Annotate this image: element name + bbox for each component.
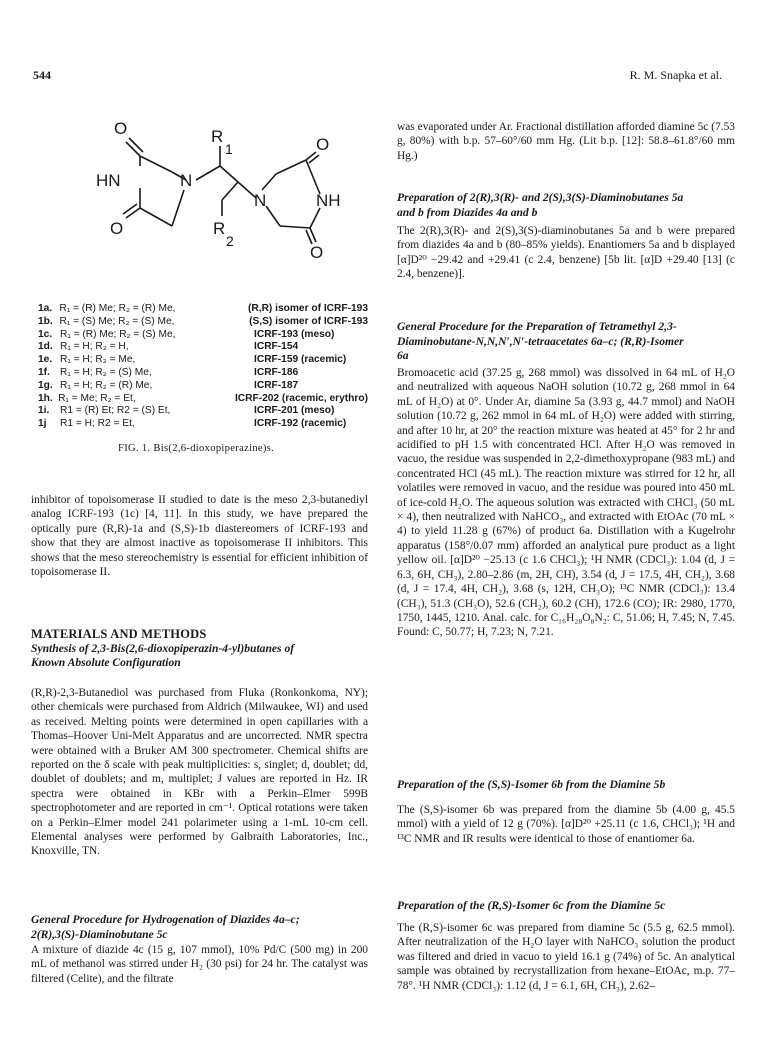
legend-row: 1d. R₁ = H; R₂ = H, ICRF-154 <box>38 341 299 353</box>
bond <box>276 160 306 174</box>
heading-6a: General Procedure for the Preparation of Tetramethyl 2,3-Diaminobutane-N,N,N′,N′-tetraacetates 6a–c; (R,R)-Isomer 6a <box>397 320 684 362</box>
atom-o: O <box>310 243 324 262</box>
legend-row: 1j R1 = H; R2 = Et, ICRF-192 (racemic) <box>38 418 347 430</box>
paragraph-6a: Bromoacetic acid (37.25 g, 268 mmol) was dissolved in 64 mL of H₂O and neutralized with aqueous NaOH solution (10.72 g, 268 mmol in 64 mL of H₂O) at 0°. Under Ar, diamine 5a (3.93 g, 44.7 mmol) and NaOH solution (10.72 g, 262 mmol in 64 mL of H₂O) were added with stirring, and after 10 hr, at 20° the reaction mixture was heated at 45° for 2 hr and acidified to pH 1.5 with concentrated HCl. After H₂O was removed in vacuo, the residue was suspended in 2,2-dimethoxypropane (983 mL) and concentrated HCl (45 mL). The reaction mixture was stirred for 12 hr, all volatiles were removed in vacuo, and the residue was poured into 450 mL of ice-cold H₂O. The aqueous solution was extracted with CHCl₃ (50 mL × 4), then neutralized with NaHCO₃, and extracted with EtOAc (70 mL × 4) to yield 11.28 g (67%) of product 6a. Distillation with a Kugelrohr apparatus (158°/0.07 mm) afforded an analytical pure product as a light yellow oil. [α]D²⁰ −25.13 (c 1.6 CHCl₃); ¹H NMR (CDCl₃): 1.04 (d, J = 6.3, 6H, CH₃), 2.80–2.86 (m, 2H, CH), 3.54 (d, J = 17.5, 4H, CH₂), 3.68 (d, J = 17.4, 4H, CH₂), 3.68 (s, 12H, CH₃O); ¹³C NMR (CDCl₃): 13.4 (CH₃), 51.3 (CH₃O), 52.6 (CH₂), 60.2 (CH), 172.6 (CO); IR: 2980, 1770, 1750, 1445, 1210. Anal. calc. for C₁₆H₂₈O₈N₂: C, 51.06; H, 7.45; N, 7.45. Found: C, 50.77; H, 7.23; N, 7.21. <box>397 367 735 639</box>
heading-6b: Preparation of the (S,S)-Isomer 6b from the Diamine 5b <box>397 778 666 791</box>
running-title: R. M. Snapka et al. <box>629 68 722 82</box>
legend-row: 1g. R₁ = H; R₂ = (R) Me, ICRF-187 <box>38 379 299 391</box>
page-number: 544 <box>33 68 51 82</box>
bond <box>262 174 276 190</box>
paragraph-5ab: The 2(R),3(R)- and 2(S),3(S)-diaminobutanes 5a and b were prepared from diazides 4a and b (80–85% yields). Enantiomers 5a and b displayed [α]D²⁰ −29.42 and +29.41 (c 2.4, benzene) [5b lit. [α]D +29.40 [13] (c 2.4, benzene)]. <box>397 225 735 281</box>
continuation-paragraph: was evaporated under Ar. Fractional distillation afforded diamine 5c (7.53 g, 80%) with b.p. 57–60°/60 mm Hg. (Lit b.p. [12]: 58.8–61.8°/60 mm Hg.) <box>397 121 735 162</box>
bond <box>266 206 280 226</box>
legend-row: 1h. R₁ = Me; R₂ = Et, ICRF-202 (racemic, erythro) <box>38 392 368 404</box>
section-title: MATERIALS AND METHODS <box>31 627 207 641</box>
bond <box>222 182 238 200</box>
substituent-r1: R <box>211 127 224 146</box>
heading-5ab: Preparation of 2(R),3(R)- and 2(S),3(S)-Diaminobutanes 5a and b from Diazides 4a and b <box>397 191 684 219</box>
substituent-r2-subscript: 2 <box>226 233 234 249</box>
subsection-title: Synthesis of 2,3-Bis(2,6-dioxopiperazin-4-yl)butanes of Known Absolute Configuration <box>31 642 295 670</box>
atom-n: N <box>180 171 193 190</box>
hydrogenation-heading: General Procedure for Hydrogenation of Diazides 4a–c; 2(R),3(S)-Diaminobutane 5c <box>31 913 300 941</box>
atom-nh: NH <box>316 191 341 210</box>
paragraph-6c: The (R,S)-isomer 6c was prepared from diamine 5c (5.5 g, 62.5 mmol). After neutralization of the H₂O layer with NaHCO₃ solution the product was filtered and dried in vacuo to yield 16.1 g (74%) of 5c. An analytical sample was obtained by recrystallization from hexane–EtOAc, m.p. 77–78°. ¹H NMR (CDCl₃): 1.12 (d, J = 6.1, 6H, CH₃), 2.62– <box>397 922 735 992</box>
paragraph-6b: The (S,S)-isomer 6b was prepared from the diamine 5b (4.00 g, 45.5 mmol) with a yield of 12 g (70%). [α]D²⁰ +25.11 (c 1.6, CHCl₃); ¹H and ¹³C NMR and IR results were identical to those of enantiomer 6a. <box>397 804 735 845</box>
atom-n: N <box>254 191 267 210</box>
bond <box>280 226 310 228</box>
bond <box>129 138 143 152</box>
figure-caption: FIG. 1. Bis(2,6-dioxopiperazine)s. <box>118 443 275 454</box>
substituent-r1-subscript: 1 <box>225 141 233 157</box>
atom-o: O <box>110 219 124 238</box>
legend-row: 1e. R₁ = H; R₂ = Me, ICRF-159 (racemic) <box>38 354 347 366</box>
heading-6c: Preparation of the (R,S)-Isomer 6c from the Diamine 5c <box>397 899 666 912</box>
legend-row: 1a. R₁ = (R) Me; R₂ = (R) Me, (R,R) isomer of ICRF-193 <box>38 303 368 314</box>
intro-paragraph: inhibitor of topoisomerase II studied to date is the meso 2,3-butanediyl analog ICRF-193 (1c) [4, 11]. In this study, we have prepared the optically pure (R,R)-1a and (S,S)-1b diastereomers of ICRF-193 and show that they are almost inactive as topoisomerase II inhibitors. This shows that the meso stereochemistry is essential for efficient inhibition of topoisomerase II. <box>31 494 368 579</box>
bond <box>220 166 238 182</box>
hydrogenation-paragraph: A mixture of diazide 4c (15 g, 107 mmol), 10% Pd/C (500 mg) in 200 mL of methanol was stirred under H₂ (30 psi) for 24 hr. The catalyst was filtered (Celite), and the filtrate <box>31 944 368 985</box>
atom-o: O <box>316 135 330 154</box>
methods-paragraph: (R,R)-2,3-Butanediol was purchased from Fluka (Ronkonkoma, NY); other chemicals were purchased from Aldrich (Milwaukee, WI) and used as received. Melting points were determined in open capillaries with a Thomas–Hoover Uni-Melt Apparatus and are uncorrected. NMR spectra were obtained with a Bruker AM 300 spectrometer. Chemical shifts are reported on the δ scale with peak multiplicities: s, singlet; d, doublet; dd, doublet of doublets; and m, multiplet; J values are reported in Hz. IR spectra were obtained in KBr with a Perkin–Elmer 599B spectrophotometer and are reported in cm⁻¹. Optical rotations were taken on a Perkin–Elmer model 241 polarimeter using a 1-mL 10-cm cell. Elemental analyses were performed by Galbraith Laboratories, Inc., Knoxville, TN. <box>31 687 368 858</box>
compound-legend <box>38 303 368 431</box>
substituent-r2: R <box>213 219 226 238</box>
legend-row: 1i. R1 = (R) Et; R2 = (S) Et, ICRF-201 (meso) <box>38 405 335 417</box>
chemical-structure <box>80 108 380 283</box>
atom-hn: HN <box>96 171 121 190</box>
bond <box>126 142 140 156</box>
legend-row: 1f. R₁ = H; R₂ = (S) Me, ICRF-186 <box>38 366 299 378</box>
bond <box>140 208 172 226</box>
legend-row: 1c. R₁ = (R) Me; R₂ = (S) Me, ICRF-193 (meso) <box>38 328 335 340</box>
legend-row: 1b. R₁ = (S) Me; R₂ = (S) Me, (S,S) isomer of ICRF-193 <box>38 315 368 327</box>
bond <box>306 160 320 194</box>
atom-o: O <box>114 119 128 138</box>
bond <box>172 190 184 226</box>
bond <box>310 208 320 228</box>
bond <box>196 166 220 180</box>
bond <box>140 156 172 172</box>
